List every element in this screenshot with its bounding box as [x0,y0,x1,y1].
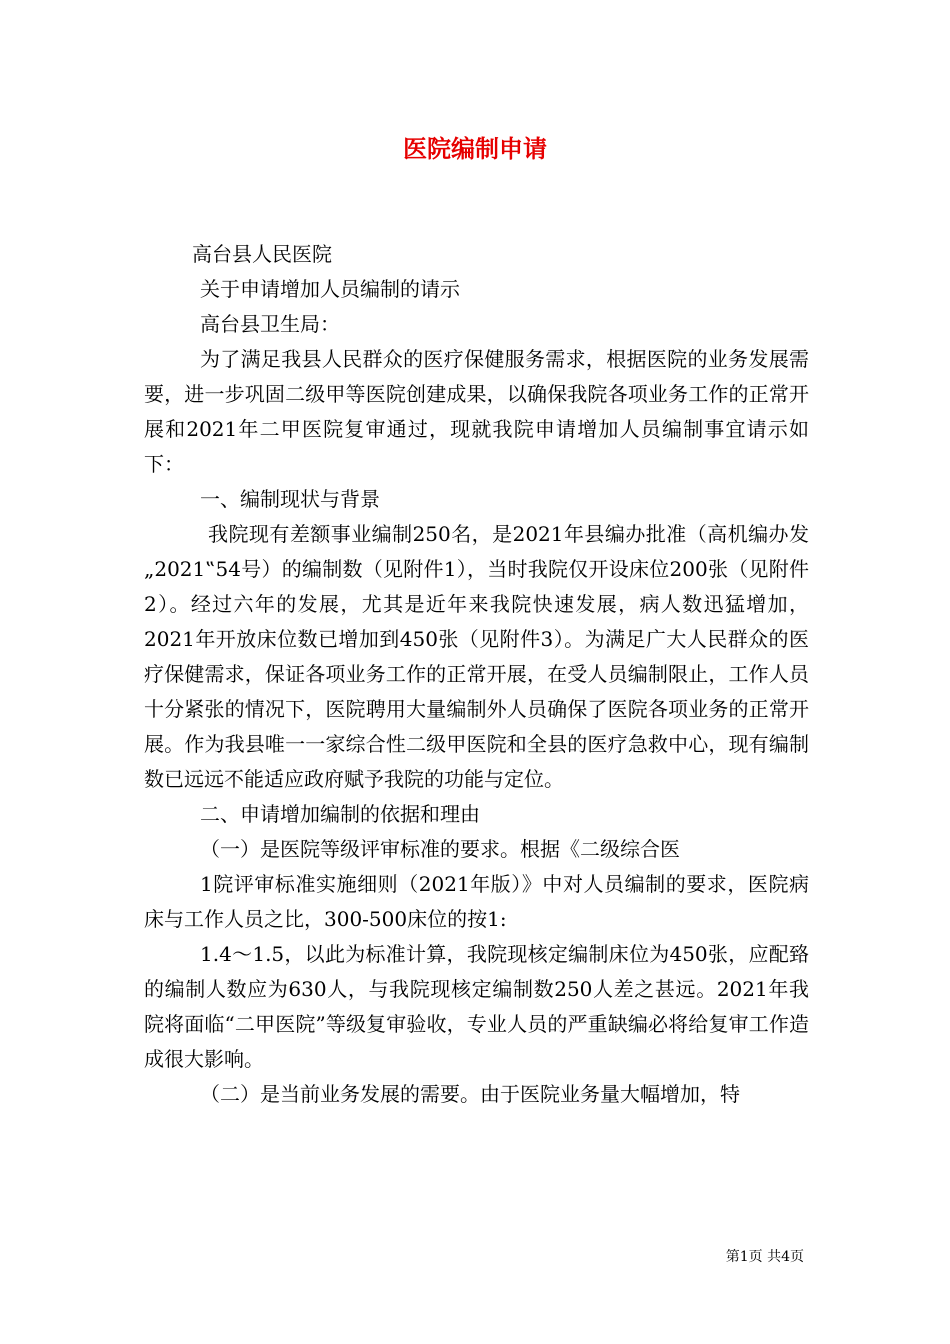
document-body [144,237,809,1112]
recipient-line: 高台县卫生局： [200,312,340,336]
reason-1-calculation: 1.4～1.5，以此为标准计算，我院现核定编制床位为450张，应配臵的编制人数应为630人，与我院现核定编制数250人差之甚远。2021年我院将面临“二甲医院”等级复审验收，专业人员的严重缺编必将给复审工作造成很大影响。 [144,942,809,1071]
section-heading-1: 一、编制现状与背景 [200,487,380,511]
reason-1-paragraph: 1院评审标准实施细则（2021年版）》中对人员编制的要求，医院病床与工作人员之比，300-500床位的按1: [144,872,809,931]
hospital-name-line: 高台县人民医院 [192,242,332,266]
page-number: 第1页 共4页 [725,1249,804,1265]
subject-line: 关于申请增加人员编制的请示 [200,277,460,301]
status-paragraph: 我院现有差额事业编制250名，是2021年县编办批准（高机编办发„2021‟54号）的编制数（见附件1），当时我院仅开设床位200张（见附件2）。经过六年的发展，尤其是近年来我院快速发展，病人数迅猛增加，2021年开放床位数已增加到450张（见附件3）。为满足广大人民群众的医疗保健需求，保证各项业务工作的正常开展，在受人员编制限止，工作人员十分紧张的情况下，医院聘用大量编制外人员确保了医院各项业务的正常开展。作为我县唯一一家综合性二级甲医院和全县的医疗急救中心，现有编制数已远远不能适应政府赋予我院的功能与定位。 [144,522,809,791]
document-title: 医院编制申请 [403,134,547,163]
reason-2-paragraph: （二）是当前业务发展的需要。由于医院业务量大幅增加，特 [200,1082,740,1106]
intro-paragraph: 为了满足我县人民群众的医疗保健服务需求，根据医院的业务发展需要，进一步巩固二级甲等医院创建成果，以确保我院各项业务工作的正常开展和2021年二甲医院复审通过，现就我院申请增加人员编制事宜请示如下： [144,347,809,476]
reason-1-heading-line: （一）是医院等级评审标准的要求。根据《二级综合医 [200,837,680,861]
section-heading-2: 二、申请增加编制的依据和理由 [200,802,480,826]
